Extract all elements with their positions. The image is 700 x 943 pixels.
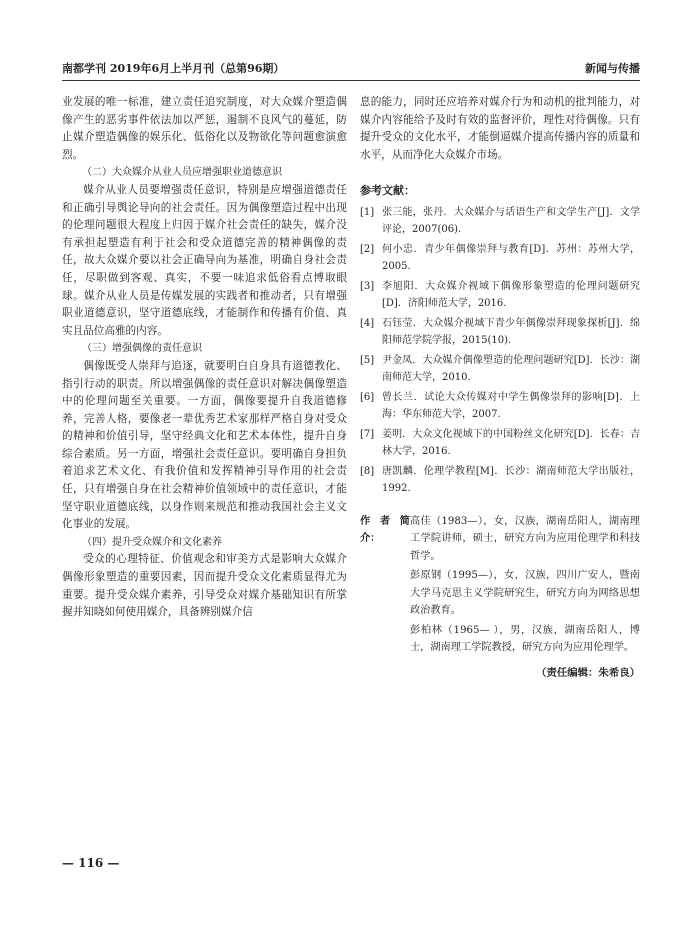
reference-text: 唐凯麟．伦理学教程[M]．长沙：湖南师范大学出版社，1992.: [382, 465, 640, 494]
author-bio-list: [410, 513, 640, 659]
reference-text: 何小忠．青少年偶像崇拜与教育[D]．苏州：苏州大学，2005.: [382, 243, 640, 272]
section-subheading: （三）增强偶像的责任意识: [82, 343, 202, 355]
reference-item: [360, 352, 640, 386]
running-header: [62, 60, 640, 78]
reference-item: [360, 204, 640, 238]
reference-number: [8]: [360, 465, 375, 477]
author-bio: 高佳（1983—），女，汉族，湖南岳阳人，湖南理工学院讲师，硕士，研究方向为应用伦理学和科技哲学。: [410, 515, 640, 562]
author-bio-block: [360, 513, 640, 659]
reference-item: [360, 315, 640, 349]
reference-number: [4]: [360, 317, 375, 329]
left-column: [62, 94, 347, 622]
body-paragraph: 偶像既受人崇拜与追逐，就要明白自身具有道德教化、指引行动的职责。所以增强偶像的责任意识对解决偶像塑造中的伦理问题至关重要。一方面，偶像要提升自我道德修养，完善人格，要像老一辈优秀艺术家那样严格自身对受众的精神和价值引导，坚守经典文化和艺术本体性，提升自身综合素质。另一方面，增强社会责任意识。要明确自身担负着追求艺术文化、有我价值和发挥精神引导作用的社会责任，只有增强自身在社会精神价值领域中的责任意识，才能坚守职业道德底线，以身作则来规范和推动我国社会主义文化事业的发展。: [62, 359, 347, 531]
body-paragraph: 受众的心理特征、价值观念和审美方式是影响大众媒介偶像形象塑造的重要因素，因而提升受众文化素质显得尤为重要。提升受众媒介素养，引导受众对媒介基础知识有所掌握并知晓如何使用媒介，具备辨别媒介信: [62, 553, 347, 619]
reference-item: [360, 278, 640, 312]
right-column: [360, 94, 640, 683]
reference-text: 尹金凤．大众媒介偶像塑造的伦理问题研究[D]．长沙：湖南师范大学，2010.: [382, 354, 640, 383]
reference-text: 张三能，张丹．大众媒介与话语生产和文学生产[J]．文学评论，2007(06).: [382, 206, 640, 235]
reference-item: [360, 426, 640, 460]
reference-number: [3]: [360, 280, 375, 292]
section-subheading: （二）大众媒介从业人员应增强职业道德意识: [82, 167, 282, 179]
reference-number: [1]: [360, 206, 375, 218]
author-bio-label: 作者简介：: [360, 515, 410, 545]
references-heading: 参考文献：: [360, 184, 415, 198]
reference-text: 李旭阳．大众媒介视域下偶像形象塑造的伦理问题研究[D]．济阳师范大学，2016.: [382, 280, 640, 309]
reference-number: [6]: [360, 391, 375, 403]
reference-text: 曾长兰．试论大众传媒对中学生偶像崇拜的影响[D]．上海：华东师范大学，2007.: [382, 391, 640, 420]
reference-item: [360, 241, 640, 275]
reference-item: [360, 463, 640, 497]
reference-item: [360, 389, 640, 423]
body-paragraph: 息的能力，同时还应培养对媒介行为和动机的批判能力，对媒介内容能给予及时有效的监督评价，理性对待偶像。只有提升受众的文化水平，才能倒逼媒介提高传播内容的质量和水平，从而净化大众媒介市场。: [360, 96, 640, 161]
reference-number: [5]: [360, 354, 375, 366]
body-paragraph: 业发展的唯一标准，建立责任追究制度，对大众媒介塑造偶像产生的恶劣事件依法加以严惩，遏制不良风气的蔓延，防止媒介塑造偶像的娱乐化、低俗化以及物欲化等问题愈演愈烈。: [62, 96, 347, 161]
reference-text: 姜明．大众文化视域下的中国粉丝文化研究[D]．长春：吉林大学，2016.: [382, 428, 640, 457]
author-bio: 彭柏林（1965— ），男，汉族，湖南岳阳人，博士，湖南理工学院教授，研究方向为应用伦理学。: [410, 624, 640, 654]
reference-number: [2]: [360, 243, 375, 255]
header-divider: [62, 80, 640, 81]
author-bio: 彭原钢（1995—），女，汉族，四川广安人，暨南大学马克思主义学院研究生，研究方向为网络思想政治教育。: [410, 570, 640, 617]
section-name: 新闻与传播: [585, 62, 640, 75]
section-subheading: （四）提升受众媒介和文化素养: [82, 536, 222, 548]
responsible-editor: （责任编辑：朱希良）: [536, 666, 640, 679]
reference-text: 石钰莹．大众媒介视域下青少年偶像崇拜现象探析[J]．绵阳师范学院学报，2015(10).: [382, 317, 640, 346]
reference-number: [7]: [360, 428, 375, 440]
body-paragraph: 媒介从业人员要增强责任意识，特别是应增强道德责任和正确引导舆论导向的社会责任。因为偶像塑造过程中出现的伦理问题很大程度上归因于媒介社会责任的缺失，媒介没有承担起塑造有利于社会和受众道德完善的精神偶像的责任，故大众媒介要以社会正确导向为基准，明确自身社会责任，尽职做到客观、真实，不要一味追求低俗看点博取眼球。媒介从业人员是传媒发展的实践者和推动者，只有增强职业道德意识，坚守道德底线，才能制作和传播有价值、真实且品位高雅的内容。: [62, 183, 347, 337]
page-number: — 116 —: [62, 856, 120, 870]
journal-title: 南都学刊 2019年6月上半月刊（总第96期）: [62, 62, 285, 75]
